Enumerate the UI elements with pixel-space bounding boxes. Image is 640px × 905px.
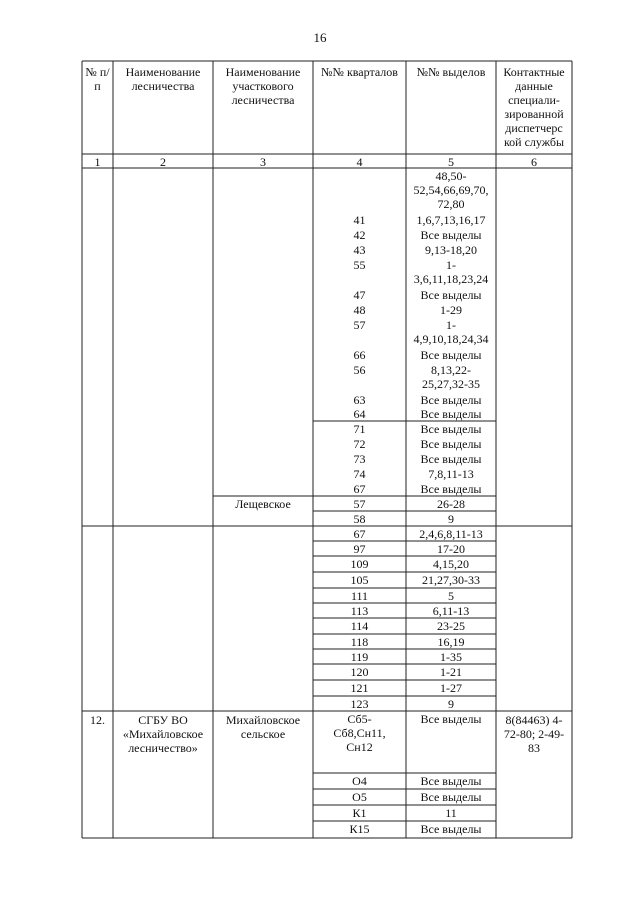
- row12-forestry: СГБУ ВО «Михайловское лесничество»: [122, 713, 204, 755]
- header-contacts: Контактные данные специали-зированной диспетчерс кой службы: [503, 65, 565, 149]
- col-number-4: 4: [356, 155, 363, 169]
- block1-row-quarter: 74: [353, 467, 366, 481]
- block2-row-quarter: 119: [350, 650, 369, 664]
- block2-row-sections: 1-21: [440, 665, 462, 679]
- block1-row-sections: 8,13,22- 25,27,32-35: [422, 363, 480, 391]
- col-number-2: 2: [160, 155, 166, 169]
- leshevskoe-row-sections: 9: [448, 512, 454, 526]
- block1-row-quarter: 57: [353, 318, 366, 332]
- block2-row-quarter: 121: [350, 681, 369, 695]
- block2-row-quarter: 120: [350, 665, 369, 679]
- block1-row-sections: Все выделы: [420, 437, 482, 451]
- row12-row-sections: Все выделы: [420, 712, 482, 726]
- block2-row-sections: 21,27,30-33: [422, 573, 480, 587]
- block1-row-quarter: 41: [353, 213, 366, 227]
- block1-row-quarter: 66: [353, 348, 366, 362]
- leshevskoe-row-sections: 26-28: [437, 497, 465, 511]
- block2-row-quarter: 114: [350, 619, 369, 633]
- block1-row-quarter: 72: [353, 437, 366, 451]
- header-forestry: Наименование лесничества: [125, 65, 201, 93]
- block1-row-sections: 7,8,11-13: [428, 467, 474, 481]
- block2-row-sections: 1-35: [440, 650, 462, 664]
- block1-row-sections: Все выделы: [420, 228, 482, 242]
- block1-row-sections: 1-29: [440, 303, 462, 317]
- col-number-6: 6: [531, 155, 537, 169]
- col-number-3: 3: [260, 155, 266, 169]
- col-number-1: 1: [94, 155, 101, 169]
- block2-row-quarter: 97: [353, 542, 366, 556]
- block2-row-quarter: 67: [353, 527, 366, 541]
- page-number: 16: [313, 30, 327, 45]
- block1-row-sections: 9,13-18,20: [425, 243, 477, 257]
- block1-row-quarter: 43: [353, 243, 366, 257]
- row12-row-quarter: Сб5- Сб8,Сн11, Сн12: [333, 712, 386, 754]
- block2-row-quarter: 109: [350, 557, 369, 571]
- row12-row-quarter: К1: [352, 806, 367, 820]
- block1-row-sections: 1- 3,6,11,18,23,24: [413, 258, 489, 286]
- row12-row-sections: Все выделы: [420, 822, 482, 836]
- block1-row-quarter: 67: [353, 482, 366, 496]
- block1-row-quarter: 71: [353, 422, 366, 436]
- header-quarters: №№ кварталов: [321, 65, 398, 79]
- header-district: Наименование участкового лесничества: [225, 65, 301, 107]
- row12-row-sections: Все выделы: [420, 790, 482, 804]
- header-num: № п/п: [85, 65, 110, 93]
- block2-row-quarter: 118: [350, 635, 369, 649]
- block2-row-quarter: 123: [350, 697, 369, 711]
- block1-row-sections: Все выделы: [420, 452, 482, 466]
- block1-row-quarter: 63: [353, 393, 366, 407]
- block2-row-sections: 9: [448, 697, 454, 711]
- block1-row-sections: Все выделы: [420, 407, 482, 421]
- block1-row-quarter: 47: [353, 288, 366, 302]
- row12-num: 12.: [90, 713, 105, 727]
- block1-row-quarter: 64: [353, 407, 366, 421]
- header-sections: №№ выделов: [416, 65, 486, 79]
- block1-row-sections: 1,6,7,13,16,17: [416, 213, 486, 227]
- block1-row-sections: Все выделы: [420, 288, 482, 302]
- block2-row-sections: 1-27: [440, 681, 462, 695]
- block2-row-sections: 2,4,6,8,11-13: [419, 527, 483, 541]
- leshevskoe-row-quarter: 57: [353, 497, 366, 511]
- block1-row-quarter: 73: [353, 452, 366, 466]
- block2-row-quarter: 113: [350, 604, 369, 618]
- row12-row-sections: Все выделы: [420, 774, 482, 788]
- block1-row-sections: Все выделы: [420, 348, 482, 362]
- row12-row-quarter: О4: [352, 774, 367, 788]
- block1-row-sections: Все выделы: [420, 482, 482, 496]
- block1-row-sections: Все выделы: [420, 393, 482, 407]
- row12-row-quarter: О5: [352, 790, 367, 804]
- block2-row-sections: 23-25: [437, 619, 465, 633]
- block1-row-sections: Все выделы: [420, 422, 482, 436]
- row12-row-sections: 11: [445, 806, 457, 820]
- block2-row-sections: 17-20: [437, 542, 465, 556]
- district-leshevskoe: Лещевское: [235, 497, 291, 511]
- block1-row-quarter: 56: [353, 363, 366, 377]
- block2-row-quarter: 111: [350, 589, 369, 603]
- leshevskoe-row-quarter: 58: [353, 512, 366, 526]
- col-number-5: 5: [448, 155, 454, 169]
- row12-district: Михайловское сельское: [225, 713, 301, 741]
- block2-row-quarter: 105: [350, 573, 369, 587]
- block2-row-sections: 4,15,20: [433, 557, 469, 571]
- block2-row-sections: 16,19: [437, 635, 465, 649]
- block2-row-sections: 5: [448, 589, 454, 603]
- row12-contacts: 8(84463) 4-72-80; 2-49-83: [503, 713, 565, 755]
- block1-row-sections: 48,50- 52,54,66,69,70, 72,80: [413, 169, 489, 211]
- block1-row-quarter: 55: [353, 258, 366, 272]
- row12-row-quarter: К15: [349, 822, 370, 836]
- block1-row-quarter: 48: [353, 303, 366, 317]
- block2-row-sections: 6,11-13: [432, 604, 470, 618]
- block1-row-quarter: 42: [353, 228, 366, 242]
- block1-row-sections: 1- 4,9,10,18,24,34: [413, 318, 489, 346]
